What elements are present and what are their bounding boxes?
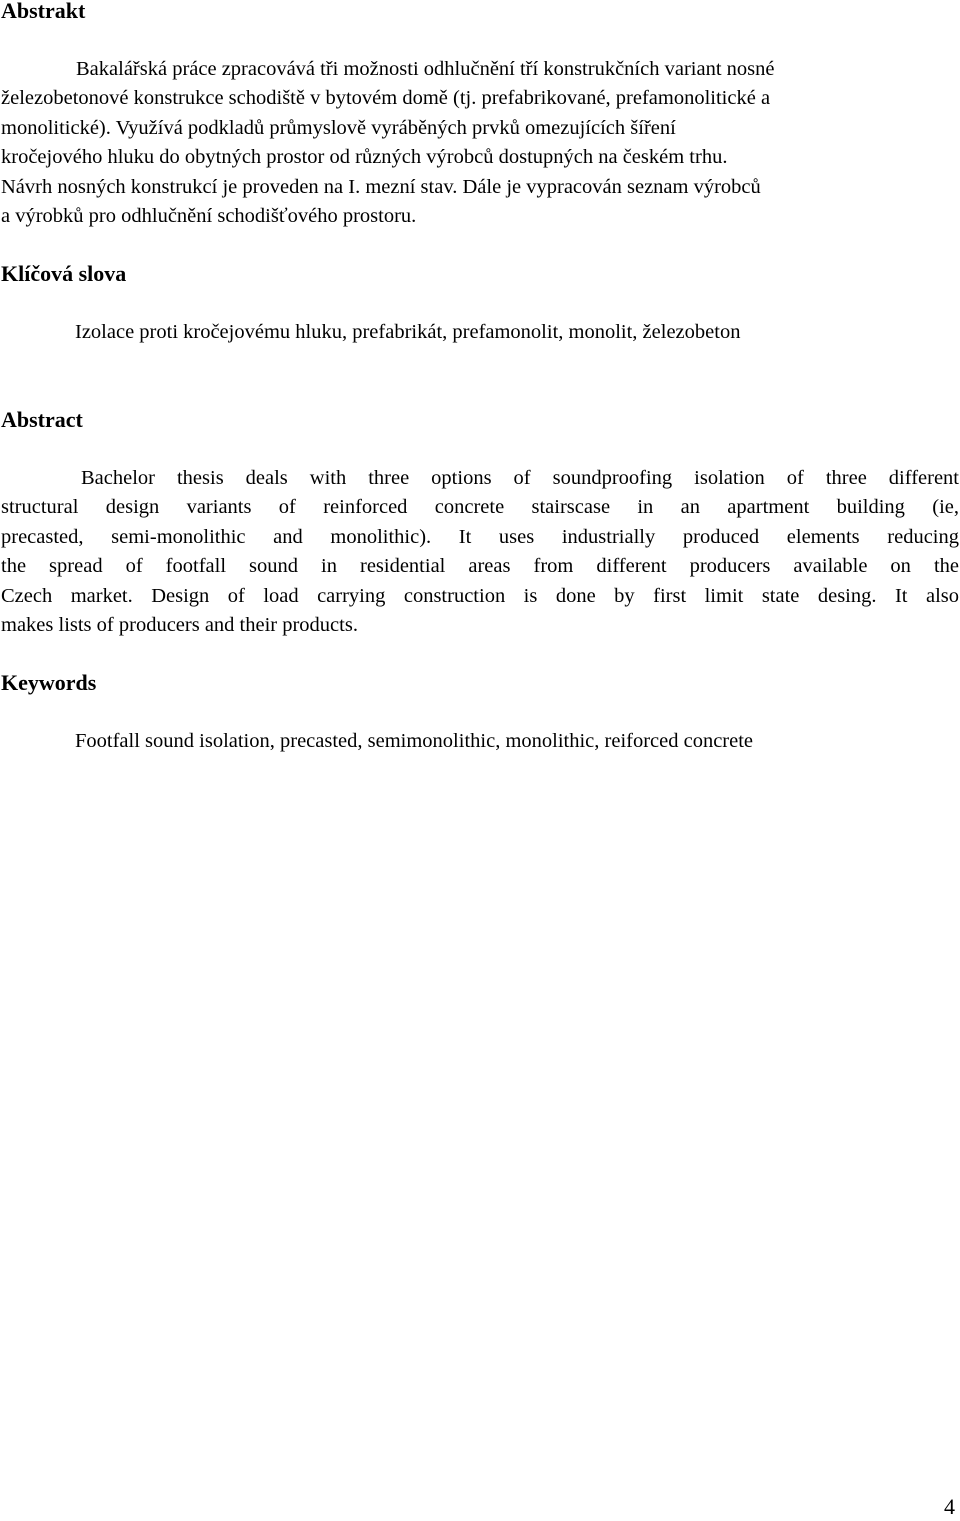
abstrakt-line: a výrobků pro odhlučnění schodišťového prostoru. — [1, 204, 417, 227]
abstrakt-line: monolitické). Využívá podkladů průmyslově vyráběných prvků omezujících šíření — [1, 116, 676, 139]
abstract-line: makes lists of producers and their products. — [1, 613, 358, 636]
abstract-line: Czech market. Design of load carrying construction is done by first limit state desing. It also — [1, 584, 959, 607]
page-number: 4 — [944, 1494, 955, 1519]
keywords-text: Footfall sound isolation, precasted, semimonolithic, monolithic, reiforced concrete — [75, 730, 754, 752]
abstrakt-heading: Abstrakt — [1, 0, 86, 23]
abstract-line: structural design variants of reinforced concrete stairscase in an apartment building (ie, — [1, 496, 959, 519]
klicova-slova-text: Izolace proti kročejovému hluku, prefabrikát, prefamonolit, monolit, železobeton — [75, 321, 741, 343]
keywords-heading: Keywords — [1, 670, 97, 695]
abstract-paragraph — [1, 464, 959, 640]
abstrakt-line: Bakalářská práce zpracovává tři možnosti odhlučnění tří konstrukčních variant nosné — [76, 58, 775, 80]
abstrakt-line: Návrh nosných konstrukcí je proveden na I. mezní stav. Dále je vypracován seznam výrobců — [1, 175, 761, 198]
abstrakt-line: kročejového hluku do obytných prostor od různých výrobců dostupných na českém trhu. — [1, 146, 728, 169]
abstract-line: the spread of footfall sound in residential areas from different producers available on the — [1, 555, 959, 578]
abstract-heading: Abstract — [1, 407, 83, 432]
abstrakt-paragraph — [1, 55, 959, 231]
klicova-slova-heading: Klíčová slova — [1, 261, 127, 286]
abstract-line: precasted, semi-monolithic and monolithic). It uses industrially produced elements reducing — [1, 525, 959, 548]
abstract-line: Bachelor thesis deals with three options of soundproofing isolation of three different — [81, 467, 959, 489]
abstrakt-line: železobetonové konstrukce schodiště v bytovém domě (tj. prefabrikované, prefamonolitické a — [1, 87, 771, 110]
